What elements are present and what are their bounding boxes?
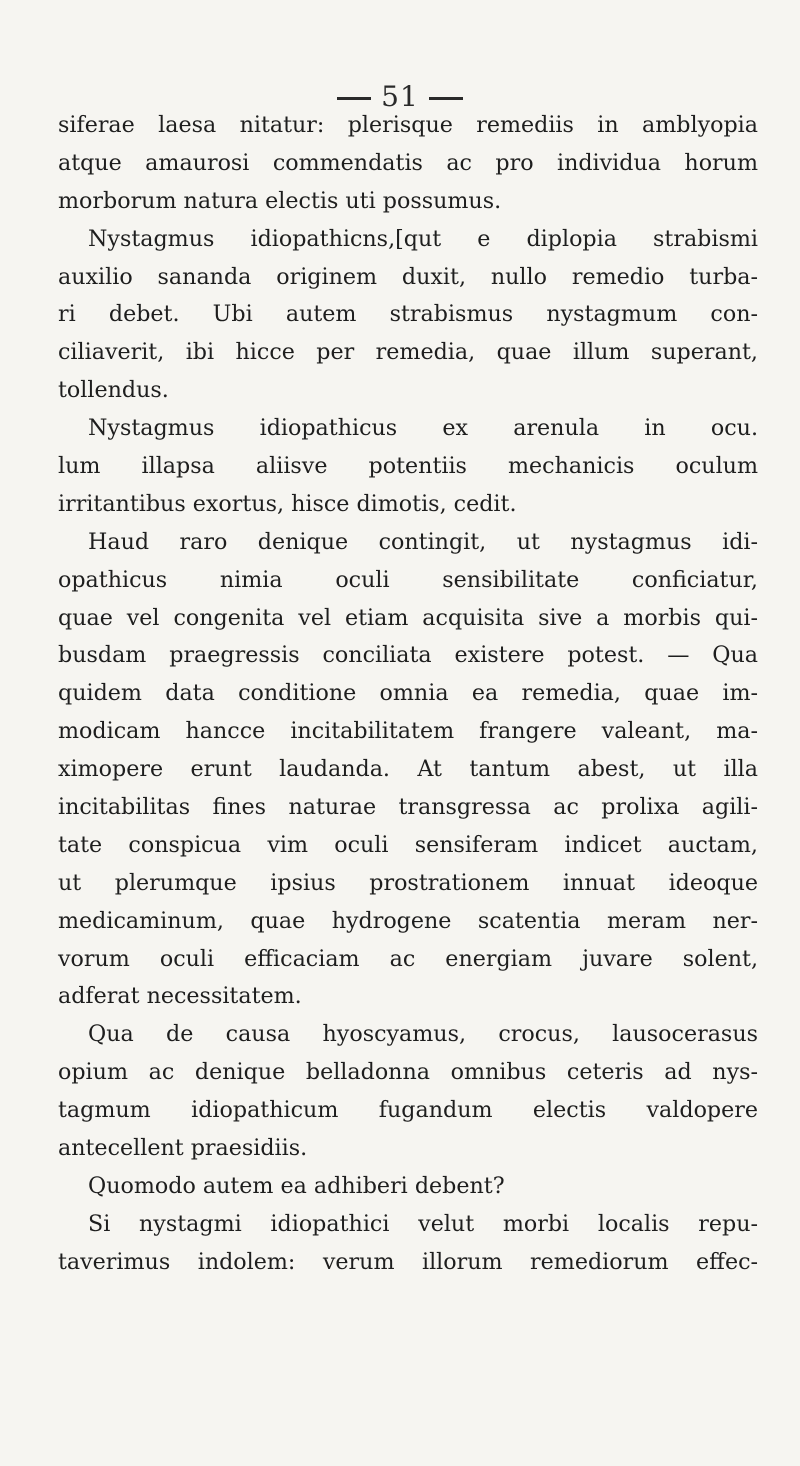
header-dash-left — [337, 97, 371, 100]
header-dash-right — [429, 97, 463, 100]
page-number: 51 — [381, 80, 419, 113]
text-line: vorum oculi efficaciam ac energiam juvare solent, — [58, 945, 758, 972]
text-line: Haud raro denique contingit, ut nystagmus idi- — [88, 528, 758, 555]
text-line: modicam hancce incitabilitatem frangere valeant, ma- — [58, 718, 758, 745]
text-line: lum illapsa aliisve potentiis mechanicis oculum — [58, 453, 758, 480]
text-line: taverimus indolem: verum illorum remediorum effec- — [58, 1248, 758, 1275]
text-line: antecellent praesidiis. — [58, 1135, 308, 1162]
text-line: ri debet. Ubi autem strabismus nystagmum con- — [58, 301, 758, 328]
text-line: opathicus nimia oculi sensibilitate conficiatur, — [58, 566, 758, 593]
text-line: tollendus. — [58, 377, 169, 404]
text-line: quae vel congenita vel etiam acquisita sive a morbis qui- — [58, 604, 758, 631]
text-line: Nystagmus idiopathicus ex arenula in ocu. — [88, 415, 758, 442]
text-line: atque amaurosi commendatis ac pro individua horum — [58, 149, 758, 176]
text-line: tagmum idiopathicum fugandum electis valdopere — [58, 1097, 758, 1124]
text-line: opium ac denique belladonna omnibus ceteris ad nys- — [58, 1059, 758, 1086]
text-line: quidem data conditione omnia ea remedia, quae im- — [58, 680, 758, 707]
text-line: Nystagmus idiopathicns,[qut e diplopia strabismi — [88, 225, 758, 252]
text-line: incitabilitas fines naturae transgressa ac prolixa agili- — [58, 794, 758, 821]
text-line: busdam praegressis conciliata existere potest. — Qua — [58, 642, 758, 669]
text-line: Quomodo autem ea adhiberi debent? — [88, 1172, 505, 1199]
text-line: irritantibus exortus, hisce dimotis, cedit. — [58, 490, 517, 517]
text-line: Qua de causa hyoscyamus, crocus, lausocerasus — [88, 1021, 758, 1048]
text-line: adferat necessitatem. — [58, 983, 302, 1010]
text-line: tate conspicua vim oculi sensiferam indicet auctam, — [58, 831, 758, 858]
text-line: Si nystagmi idiopathici velut morbi localis repu- — [88, 1210, 758, 1237]
text-line: morborum natura electis uti possumus. — [58, 187, 502, 214]
text-line: ut plerumque ipsius prostrationem innuat ideoque — [58, 869, 758, 896]
text-line: ciliaverit, ibi hicce per remedia, quae illum superant, — [58, 339, 758, 366]
text-line: medicaminum, quae hydrogene scatentia meram ner- — [58, 907, 758, 934]
text-line: ximopere erunt laudanda. At tantum abest, ut illa — [58, 756, 758, 783]
text-line: siferae laesa nitatur: plerisque remediis in amblyopia — [58, 112, 758, 138]
body-text — [58, 107, 758, 1282]
text-line: auxilio sananda originem duxit, nullo remedio turba- — [58, 263, 758, 290]
